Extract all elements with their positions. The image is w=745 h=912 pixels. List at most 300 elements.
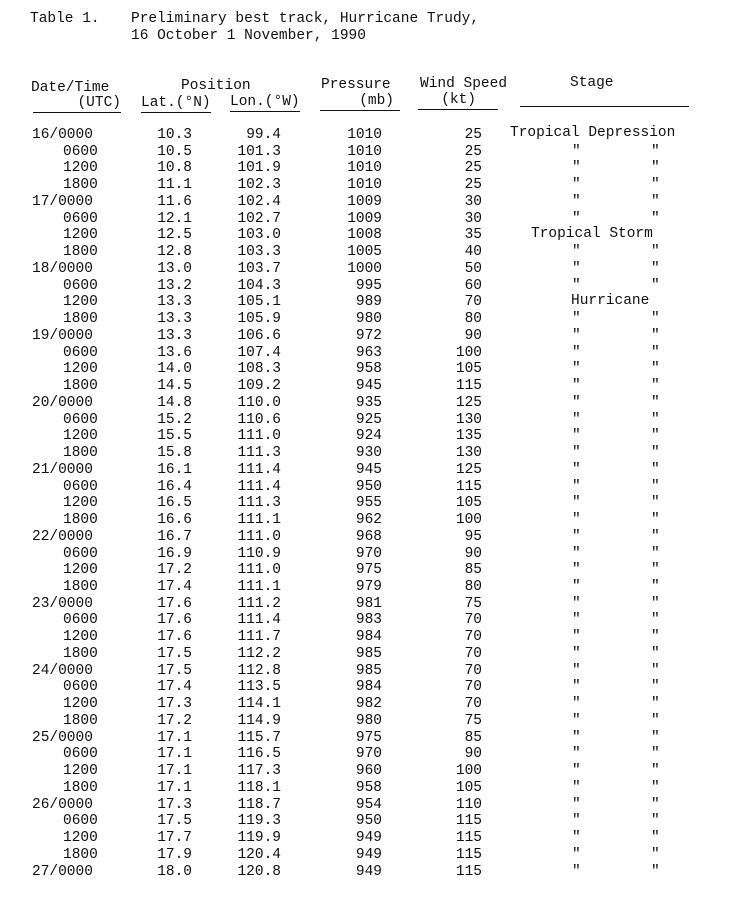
cell-datetime: 19/0000 (32, 327, 93, 344)
cell-datetime: 1200 (63, 428, 98, 445)
ditto-mark-left: " (572, 562, 581, 579)
cell-datetime: 1200 (63, 294, 98, 311)
header-stage-underline (520, 91, 689, 107)
cell-lon: 111.0 (237, 562, 281, 579)
cell-lon: 111.1 (237, 578, 281, 595)
cell-wind: 70 (464, 679, 482, 696)
cell-lon: 111.3 (237, 495, 281, 512)
ditto-mark-right: " (651, 394, 660, 411)
cell-lat: 17.4 (157, 578, 192, 595)
cell-lat: 17.9 (157, 846, 192, 863)
header-pressure: Pressure (321, 77, 391, 93)
cell-lon: 105.9 (237, 311, 281, 328)
cell-pressure: 945 (355, 461, 382, 478)
cell-lon: 119.9 (237, 830, 281, 847)
cell-lon: 119.3 (237, 813, 281, 830)
ditto-mark-left: " (572, 595, 581, 612)
ditto-mark-right: " (651, 595, 660, 612)
cell-wind: 110 (455, 796, 482, 813)
ditto-mark-left: " (572, 763, 581, 780)
cell-wind: 115 (455, 846, 482, 863)
cell-wind: 80 (464, 311, 482, 328)
ditto-mark-left: " (572, 445, 581, 462)
ditto-mark-right: " (651, 830, 660, 847)
cell-datetime: 17/0000 (32, 193, 93, 210)
cell-pressure: 935 (355, 394, 382, 411)
cell-lon: 110.0 (237, 394, 281, 411)
ditto-mark-right: " (651, 779, 660, 796)
ditto-mark-left: " (572, 160, 581, 177)
cell-lat: 11.6 (157, 193, 192, 210)
cell-lat: 15.5 (157, 428, 192, 445)
ditto-mark-right: " (651, 796, 660, 813)
cell-lon: 109.2 (237, 378, 281, 395)
ditto-mark-left: " (572, 746, 581, 763)
ditto-mark-left: " (572, 729, 581, 746)
cell-datetime: 1200 (63, 696, 98, 713)
cell-pressure: 995 (355, 277, 382, 294)
cell-lon: 107.4 (237, 344, 281, 361)
cell-wind: 60 (464, 277, 482, 294)
cell-datetime: 0600 (63, 411, 98, 428)
ditto-mark-left: " (572, 277, 581, 294)
cell-lon: 111.4 (237, 478, 281, 495)
cell-lat: 13.3 (157, 311, 192, 328)
ditto-mark-right: " (651, 378, 660, 395)
cell-datetime: 16/0000 (32, 127, 93, 143)
ditto-mark-right: " (651, 528, 660, 545)
cell-pressure: 989 (355, 294, 382, 311)
cell-pressure: 930 (355, 445, 382, 462)
ditto-mark-right: " (651, 679, 660, 696)
ditto-mark-right: " (651, 461, 660, 478)
cell-pressure: 1000 (347, 260, 382, 277)
ditto-mark-left: " (572, 478, 581, 495)
ditto-mark-right: " (651, 277, 660, 294)
ditto-mark-left: " (572, 545, 581, 562)
cell-lat: 17.1 (157, 779, 192, 796)
cell-datetime: 1200 (63, 629, 98, 646)
ditto-mark-right: " (651, 746, 660, 763)
stage-tropical-depression: Tropical Depression (510, 125, 676, 141)
cell-pressure: 985 (355, 662, 382, 679)
cell-datetime: 23/0000 (32, 595, 93, 612)
cell-wind: 70 (464, 629, 482, 646)
ditto-mark-left: " (572, 327, 581, 344)
ditto-mark-left: " (572, 193, 581, 210)
ditto-mark-left: " (572, 813, 581, 830)
ditto-mark-right: " (651, 813, 660, 830)
cell-pressure: 963 (355, 344, 382, 361)
cell-lat: 13.3 (157, 327, 192, 344)
cell-lat: 16.1 (157, 461, 192, 478)
cell-datetime: 1800 (63, 846, 98, 863)
cell-datetime: 1800 (63, 445, 98, 462)
cell-lat: 16.7 (157, 528, 192, 545)
cell-lon: 111.7 (237, 629, 281, 646)
cell-lon: 112.2 (237, 645, 281, 662)
cell-lon: 114.9 (237, 712, 281, 729)
cell-wind: 40 (464, 244, 482, 261)
cell-lon: 110.6 (237, 411, 281, 428)
header-wind-speed: Wind Speed (420, 76, 508, 92)
cell-lat: 18.0 (157, 863, 192, 880)
cell-wind: 105 (455, 495, 482, 512)
cell-lon: 102.4 (237, 193, 281, 210)
header-position: Position (181, 78, 251, 94)
cell-datetime: 1200 (63, 562, 98, 579)
cell-pressure: 950 (355, 478, 382, 495)
cell-pressure: 960 (355, 763, 382, 780)
cell-pressure: 1005 (347, 244, 382, 261)
cell-lat: 10.3 (157, 127, 192, 143)
cell-datetime: 0600 (63, 143, 98, 160)
cell-pressure: 975 (355, 562, 382, 579)
stage-tropical-storm: Tropical Storm (531, 226, 653, 242)
ditto-mark-left: " (572, 210, 581, 227)
cell-wind: 115 (455, 813, 482, 830)
cell-wind: 85 (464, 729, 482, 746)
ditto-mark-right: " (651, 495, 660, 512)
cell-pressure: 1010 (347, 143, 382, 160)
cell-lat: 14.5 (157, 378, 192, 395)
cell-datetime: 25/0000 (32, 729, 93, 746)
ditto-mark-right: " (651, 361, 660, 378)
cell-lon: 111.4 (237, 461, 281, 478)
cell-wind: 30 (464, 193, 482, 210)
cell-wind: 115 (455, 830, 482, 847)
cell-pressure: 949 (355, 863, 382, 880)
cell-datetime: 21/0000 (32, 461, 93, 478)
cell-pressure: 949 (355, 830, 382, 847)
ditto-mark-right: " (651, 210, 660, 227)
cell-wind: 105 (455, 779, 482, 796)
cell-lon: 118.1 (237, 779, 281, 796)
ditto-mark-left: " (572, 311, 581, 328)
cell-wind: 75 (464, 712, 482, 729)
ditto-mark-right: " (651, 696, 660, 713)
cell-pressure: 1008 (347, 227, 382, 244)
cell-pressure: 958 (355, 779, 382, 796)
cell-datetime: 0600 (63, 612, 98, 629)
ditto-mark-left: " (572, 495, 581, 512)
cell-lat: 10.5 (157, 143, 192, 160)
ditto-mark-right: " (651, 177, 660, 194)
cell-lat: 16.9 (157, 545, 192, 562)
cell-lon: 103.0 (237, 227, 281, 244)
cell-lat: 13.3 (157, 294, 192, 311)
cell-datetime: 0600 (63, 478, 98, 495)
ditto-mark-left: " (572, 796, 581, 813)
ditto-mark-left: " (572, 629, 581, 646)
ditto-mark-right: " (651, 311, 660, 328)
cell-lon: 104.3 (237, 277, 281, 294)
cell-datetime: 0600 (63, 210, 98, 227)
cell-lon: 112.8 (237, 662, 281, 679)
cell-wind: 30 (464, 210, 482, 227)
cell-pressure: 1010 (347, 177, 382, 194)
cell-datetime: 1200 (63, 227, 98, 244)
cell-datetime: 1800 (63, 779, 98, 796)
ditto-mark-right: " (651, 662, 660, 679)
cell-wind: 90 (464, 746, 482, 763)
ditto-mark-right: " (651, 344, 660, 361)
cell-datetime: 1200 (63, 361, 98, 378)
cell-pressure: 972 (355, 327, 382, 344)
cell-datetime: 1200 (63, 830, 98, 847)
cell-datetime: 1200 (63, 495, 98, 512)
cell-pressure: 958 (355, 361, 382, 378)
cell-datetime: 22/0000 (32, 528, 93, 545)
ditto-mark-right: " (651, 445, 660, 462)
ditto-mark-left: " (572, 260, 581, 277)
ditto-mark-left: " (572, 830, 581, 847)
cell-pressure: 954 (355, 796, 382, 813)
table-title-line2: 16 October 1 November, 1990 (131, 28, 366, 44)
cell-lon: 111.4 (237, 612, 281, 629)
cell-pressure: 980 (355, 311, 382, 328)
cell-lat: 13.0 (157, 260, 192, 277)
cell-datetime: 1800 (63, 578, 98, 595)
cell-datetime: 0600 (63, 813, 98, 830)
cell-lat: 17.6 (157, 595, 192, 612)
ditto-mark-left: " (572, 394, 581, 411)
cell-lat: 17.4 (157, 679, 192, 696)
cell-wind: 115 (455, 378, 482, 395)
ditto-mark-left: " (572, 712, 581, 729)
ditto-mark-right: " (651, 645, 660, 662)
cell-lon: 114.1 (237, 696, 281, 713)
cell-lon: 106.6 (237, 327, 281, 344)
cell-wind: 25 (464, 177, 482, 194)
cell-datetime: 1200 (63, 160, 98, 177)
cell-lat: 17.1 (157, 729, 192, 746)
cell-pressure: 984 (355, 629, 382, 646)
table-title-line1: Preliminary best track, Hurricane Trudy, (131, 11, 480, 27)
ditto-mark-right: " (651, 562, 660, 579)
cell-datetime: 1200 (63, 763, 98, 780)
cell-lon: 101.9 (237, 160, 281, 177)
cell-pressure: 975 (355, 729, 382, 746)
cell-lon: 110.9 (237, 545, 281, 562)
ditto-mark-right: " (651, 193, 660, 210)
ditto-mark-left: " (572, 696, 581, 713)
cell-wind: 70 (464, 645, 482, 662)
ditto-mark-right: " (651, 244, 660, 261)
ditto-mark-right: " (651, 846, 660, 863)
cell-pressure: 970 (355, 746, 382, 763)
cell-wind: 95 (464, 528, 482, 545)
cell-wind: 25 (464, 160, 482, 177)
header-utc: (UTC) (33, 95, 121, 113)
ditto-mark-right: " (651, 629, 660, 646)
ditto-mark-left: " (572, 411, 581, 428)
header-datetime: Date/Time (31, 80, 110, 96)
cell-lon: 102.7 (237, 210, 281, 227)
ditto-mark-right: " (651, 729, 660, 746)
cell-wind: 70 (464, 294, 482, 311)
cell-pressure: 981 (355, 595, 382, 612)
cell-lat: 17.3 (157, 796, 192, 813)
cell-lat: 11.1 (157, 177, 192, 194)
cell-lat: 16.4 (157, 478, 192, 495)
cell-datetime: 1800 (63, 311, 98, 328)
ditto-mark-right: " (651, 478, 660, 495)
cell-lon: 111.2 (237, 595, 281, 612)
ditto-mark-left: " (572, 612, 581, 629)
cell-wind: 125 (455, 461, 482, 478)
cell-lon: 118.7 (237, 796, 281, 813)
cell-lat: 14.0 (157, 361, 192, 378)
table-label: Table 1. (30, 11, 100, 27)
ditto-mark-left: " (572, 361, 581, 378)
cell-lat: 17.6 (157, 629, 192, 646)
ditto-mark-right: " (651, 411, 660, 428)
cell-lat: 13.6 (157, 344, 192, 361)
cell-wind: 130 (455, 411, 482, 428)
cell-lon: 117.3 (237, 763, 281, 780)
cell-lat: 12.1 (157, 210, 192, 227)
cell-pressure: 979 (355, 578, 382, 595)
cell-datetime: 0600 (63, 679, 98, 696)
ditto-mark-left: " (572, 662, 581, 679)
cell-lat: 12.5 (157, 227, 192, 244)
ditto-mark-right: " (651, 612, 660, 629)
cell-wind: 35 (464, 227, 482, 244)
ditto-mark-left: " (572, 428, 581, 445)
ditto-mark-right: " (651, 763, 660, 780)
cell-wind: 50 (464, 260, 482, 277)
cell-lat: 15.8 (157, 445, 192, 462)
cell-pressure: 945 (355, 378, 382, 395)
cell-pressure: 950 (355, 813, 382, 830)
cell-lat: 17.1 (157, 746, 192, 763)
cell-pressure: 984 (355, 679, 382, 696)
cell-lon: 113.5 (237, 679, 281, 696)
cell-wind: 125 (455, 394, 482, 411)
cell-lon: 108.3 (237, 361, 281, 378)
cell-lon: 120.4 (237, 846, 281, 863)
cell-pressure: 925 (355, 411, 382, 428)
stage-hurricane: Hurricane (571, 293, 650, 309)
cell-lat: 17.2 (157, 562, 192, 579)
cell-wind: 100 (455, 512, 482, 529)
cell-wind: 70 (464, 612, 482, 629)
ditto-mark-left: " (572, 846, 581, 863)
ditto-mark-left: " (572, 177, 581, 194)
cell-datetime: 1800 (63, 712, 98, 729)
cell-wind: 80 (464, 578, 482, 595)
cell-datetime: 26/0000 (32, 796, 93, 813)
cell-wind: 130 (455, 445, 482, 462)
ditto-mark-left: " (572, 143, 581, 160)
cell-datetime: 1800 (63, 512, 98, 529)
header-lat: Lat.(°N) (141, 95, 211, 111)
ditto-mark-left: " (572, 512, 581, 529)
cell-lat: 17.6 (157, 612, 192, 629)
cell-lat: 16.5 (157, 495, 192, 512)
cell-pressure: 1009 (347, 210, 382, 227)
cell-datetime: 0600 (63, 277, 98, 294)
cell-lon: 111.0 (237, 528, 281, 545)
cell-wind: 135 (455, 428, 482, 445)
cell-lat: 14.8 (157, 394, 192, 411)
ditto-mark-right: " (651, 712, 660, 729)
cell-lat: 17.7 (157, 830, 192, 847)
ditto-mark-left: " (572, 779, 581, 796)
cell-wind: 70 (464, 662, 482, 679)
cell-pressure: 924 (355, 428, 382, 445)
cell-wind: 25 (464, 143, 482, 160)
ditto-mark-left: " (572, 863, 581, 880)
cell-lat: 16.6 (157, 512, 192, 529)
cell-datetime: 1800 (63, 244, 98, 261)
ditto-mark-left: " (572, 344, 581, 361)
ditto-mark-left: " (572, 679, 581, 696)
cell-pressure: 980 (355, 712, 382, 729)
cell-pressure: 982 (355, 696, 382, 713)
ditto-mark-right: " (651, 160, 660, 177)
cell-pressure: 968 (355, 528, 382, 545)
cell-lat: 10.8 (157, 160, 192, 177)
cell-wind: 85 (464, 562, 482, 579)
ditto-mark-right: " (651, 578, 660, 595)
cell-lon: 99.4 (246, 127, 281, 143)
ditto-mark-left: " (572, 378, 581, 395)
cell-wind: 115 (455, 478, 482, 495)
cell-datetime: 24/0000 (32, 662, 93, 679)
ditto-mark-left: " (572, 461, 581, 478)
cell-lon: 115.7 (237, 729, 281, 746)
cell-pressure: 1009 (347, 193, 382, 210)
ditto-mark-right: " (651, 428, 660, 445)
cell-lon: 101.3 (237, 143, 281, 160)
ditto-mark-right: " (651, 512, 660, 529)
cell-lon: 103.3 (237, 244, 281, 261)
cell-wind: 100 (455, 344, 482, 361)
header-lon: Lon.(°W) (230, 94, 300, 110)
cell-wind: 90 (464, 327, 482, 344)
cell-pressure: 970 (355, 545, 382, 562)
cell-pressure: 983 (355, 612, 382, 629)
cell-datetime: 0600 (63, 545, 98, 562)
cell-pressure: 1010 (347, 127, 382, 143)
cell-datetime: 0600 (63, 344, 98, 361)
cell-datetime: 1800 (63, 177, 98, 194)
cell-pressure: 955 (355, 495, 382, 512)
cell-datetime: 27/0000 (32, 863, 93, 880)
cell-lon: 116.5 (237, 746, 281, 763)
ditto-mark-right: " (651, 260, 660, 277)
cell-datetime: 1800 (63, 645, 98, 662)
cell-lat: 17.5 (157, 645, 192, 662)
cell-datetime: 0600 (63, 746, 98, 763)
ditto-mark-left: " (572, 244, 581, 261)
cell-wind: 70 (464, 696, 482, 713)
header-mb: (mb) (320, 93, 400, 111)
ditto-mark-right: " (651, 545, 660, 562)
cell-lat: 17.2 (157, 712, 192, 729)
ditto-mark-left: " (572, 528, 581, 545)
cell-pressure: 985 (355, 645, 382, 662)
cell-lon: 105.1 (237, 294, 281, 311)
cell-wind: 115 (455, 863, 482, 880)
cell-wind: 90 (464, 545, 482, 562)
cell-lat: 12.8 (157, 244, 192, 261)
header-stage: Stage (570, 75, 614, 91)
ditto-mark-right: " (651, 863, 660, 880)
cell-lat: 13.2 (157, 277, 192, 294)
